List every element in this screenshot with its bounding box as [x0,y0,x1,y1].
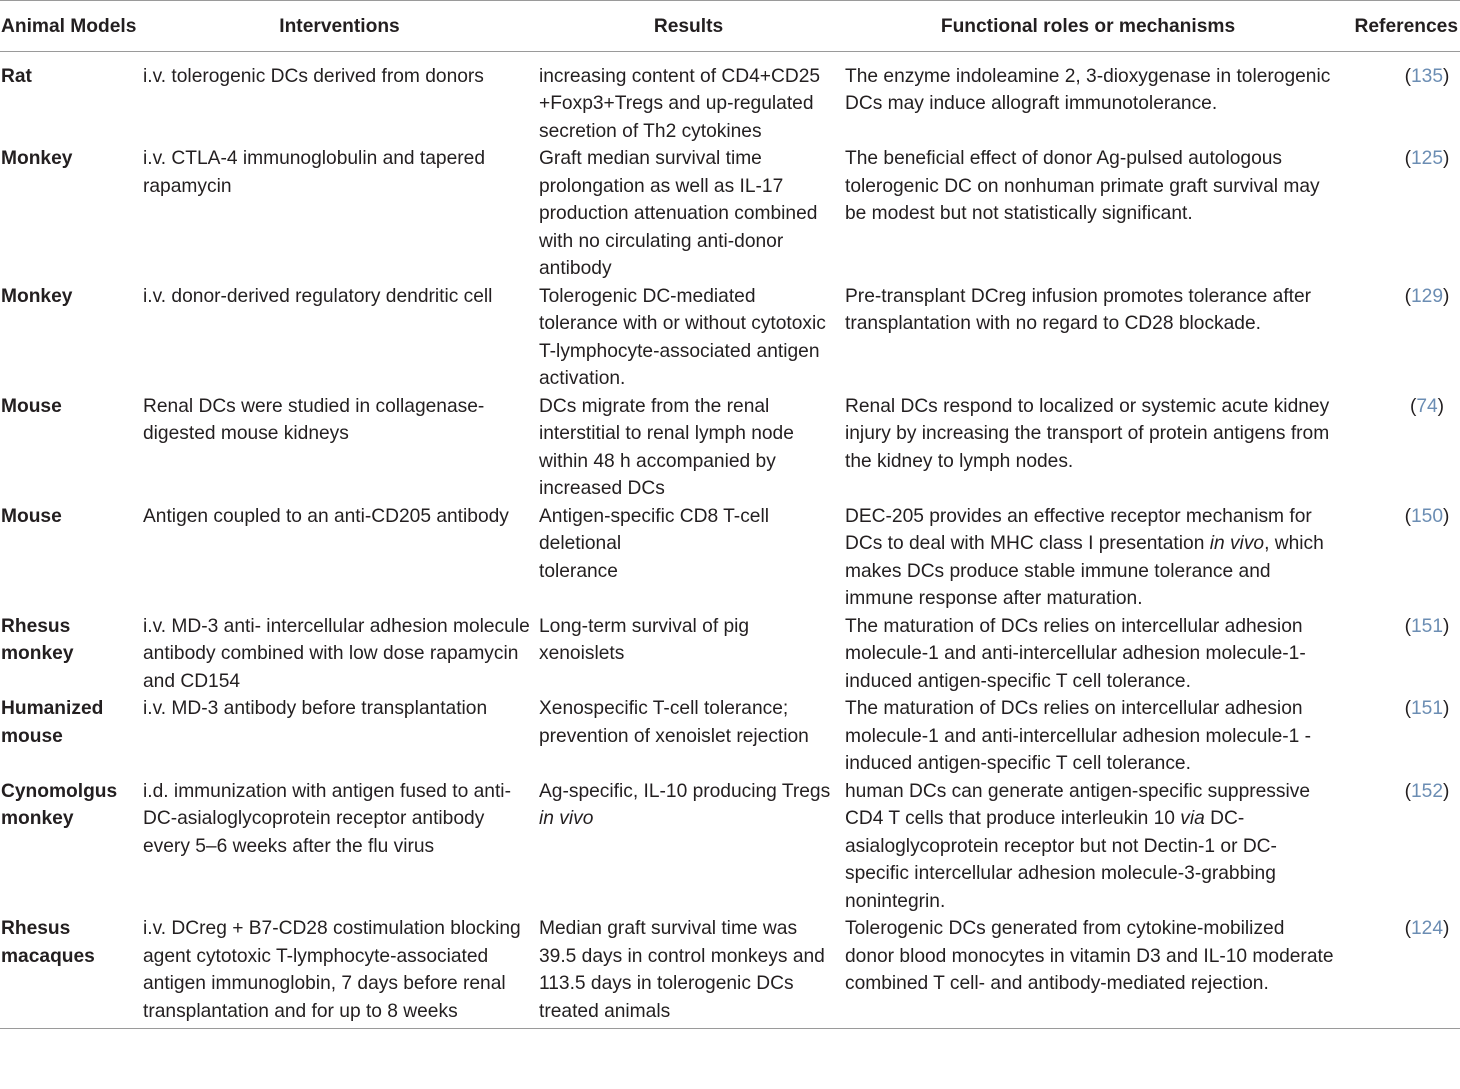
cell-function [840,778,1338,916]
reference-link[interactable]: 125 [1410,148,1443,169]
cell-reference: (74) [1409,395,1445,417]
cell-animal-model: Rat [1,65,32,87]
header-functional: Functional roles or mechanisms [840,1,1338,52]
table-row [0,51,1460,145]
result-italic: in vivo [539,808,594,829]
cell-result: DCs migrate from the renal interstitial to renal lymph node within 48 h accompanied by increased DCs [539,395,794,499]
table-row [0,695,1460,778]
reference-link[interactable]: 152 [1410,780,1443,802]
reference-link[interactable]: 135 [1410,65,1443,87]
cell-function: The beneficial effect of donor Ag-pulsed autologous tolerogenic DC on nonhuman primate graft survival may be modest but not statistically significant. [845,148,1320,224]
cell-result: Long-term survival of pig xenoislets [539,615,750,664]
result-line: tolerance [539,560,618,582]
cell-animal-model: Mouse [1,505,62,527]
cell-result: Median graft survival time was 39.5 days in control monkeys and 113.5 days in tolerogenic DCs treated animals [539,915,840,1029]
cell-reference: (129) [1404,285,1450,307]
cell-reference: (124) [1338,915,1460,1029]
cell-function [840,503,1338,613]
function-italic: via [1180,808,1205,829]
reference-link[interactable]: 151 [1410,615,1443,637]
cell-result [539,778,840,916]
cell-result [539,503,840,613]
table-row [0,503,1460,613]
table-body [0,51,1460,1029]
cell-reference: (135) [1404,65,1450,87]
header-references: References [1338,1,1460,52]
header-row [0,1,1460,52]
header-results: Results [539,1,840,52]
cell-result: Tolerogenic DC-mediated tolerance with or without cytotoxic T-lymphocyte-associated antigen activation. [539,285,826,389]
cell-animal-model: Monkey [1,285,73,307]
cell-animal-model: Rhesus monkey [1,615,74,664]
cell-animal-model: Humanized mouse [1,698,104,747]
table-row [0,145,1460,283]
header-animal-models: Animal Models [0,1,142,52]
function-text: , which makes DCs produce stable immune tolerance and immune response after maturation. [845,533,1324,609]
cell-function: The enzyme indoleamine 2, 3-dioxygenase in tolerogenic DCs may induce allograft immunotolerance. [845,65,1331,114]
function-text: DEC-205 provides an effective receptor mechanism for DCs to deal with MHC class I presentation [845,505,1312,554]
cell-function: The maturation of DCs relies on intercellular adhesion molecule-1 and anti-intercellular adhesion molecule-1 -induced antigen-specific T cell tolerance. [845,698,1312,774]
reference-link[interactable]: 151 [1410,698,1443,719]
cell-animal-model: Rhesus macaques [0,915,142,1029]
table-row [0,283,1460,393]
cell-intervention: i.v. MD-3 antibody before transplantation [143,698,488,719]
cell-reference: (150) [1404,505,1450,527]
table-row [0,613,1460,696]
cell-intervention: i.v. tolerogenic DCs derived from donors [143,65,484,87]
cell-animal-model: Monkey [1,148,73,169]
cell-intervention: i.d. immunization with antigen fused to anti-DC-asialoglycoprotein receptor antibody every 5–6 weeks after the flu virus [143,780,511,857]
cell-function: Pre-transplant DCreg infusion promotes tolerance after transplantation with no regard to CD28 blockade. [845,285,1312,334]
reference-link[interactable]: 124 [1410,918,1443,939]
cell-animal-model: Cynomolgus monkey [1,780,118,829]
table-row [0,915,1460,1029]
result-text: Ag-specific, IL-10 producing Tregs [539,780,831,802]
cell-reference: (151) [1404,615,1450,637]
result-line: Antigen-specific CD8 T-cell deletional [539,505,769,554]
cell-result: increasing content of CD4+CD25 +Foxp3+Tregs and up-regulated secretion of Th2 cytokines [539,65,821,142]
cell-reference: (152) [1404,780,1450,802]
table-header [0,1,1460,52]
table-row [0,778,1460,916]
cell-intervention: i.v. donor-derived regulatory dendritic cell [143,285,493,307]
cell-intervention: i.v. MD-3 anti- intercellular adhesion molecule antibody combined with low dose rapamycin and CD154 [143,615,530,692]
reference-link[interactable]: 74 [1416,395,1438,417]
cell-function: Renal DCs respond to localized or systemic acute kidney injury by increasing the transport of protein antigens from the kidney to lymph nodes. [845,395,1330,472]
cell-result: Graft median survival time prolongation as well as IL-17 production attenuation combined with no circulating anti-donor antibody [539,148,818,279]
cell-intervention: Antigen coupled to an anti-CD205 antibody [143,505,509,527]
function-italic: in vivo [1209,533,1265,554]
cell-reference: (125) [1404,148,1450,169]
cell-intervention: Renal DCs were studied in collagenase-digested mouse kidneys [143,395,485,444]
function-text: DC-asialoglycoprotein receptor but not Dectin-1 or DC-specific intercellular adhesion molecule-3-grabbing nonintegrin. [845,808,1277,912]
reference-link[interactable]: 129 [1410,285,1443,307]
function-text: human DCs can generate antigen-specific suppressive CD4 T cells that produce interleukin 10 [845,780,1311,829]
cell-function: Tolerogenic DCs generated from cytokine-mobilized donor blood monocytes in vitamin D3 and IL-10 moderate combined T cell- and antibody-mediated rejection. [840,915,1338,1029]
cell-function: The maturation of DCs relies on intercellular adhesion molecule-1 and anti-intercellular adhesion molecule-1-induced antigen-specific T cell tolerance. [845,615,1306,692]
table-row [0,393,1460,503]
cell-animal-model: Mouse [1,395,62,417]
cell-intervention: i.v. DCreg + B7-CD28 costimulation blocking agent cytotoxic T-lymphocyte-associated antigen immunoglobin, 7 days before renal transplantation and for up to 8 weeks [142,915,539,1029]
cell-reference: (151) [1404,698,1450,719]
reference-link[interactable]: 150 [1410,505,1443,527]
cell-intervention: i.v. CTLA-4 immunoglobulin and tapered rapamycin [143,148,486,197]
header-interventions: Interventions [142,1,539,52]
cell-result: Xenospecific T-cell tolerance; prevention of xenoislet rejection [539,698,809,747]
